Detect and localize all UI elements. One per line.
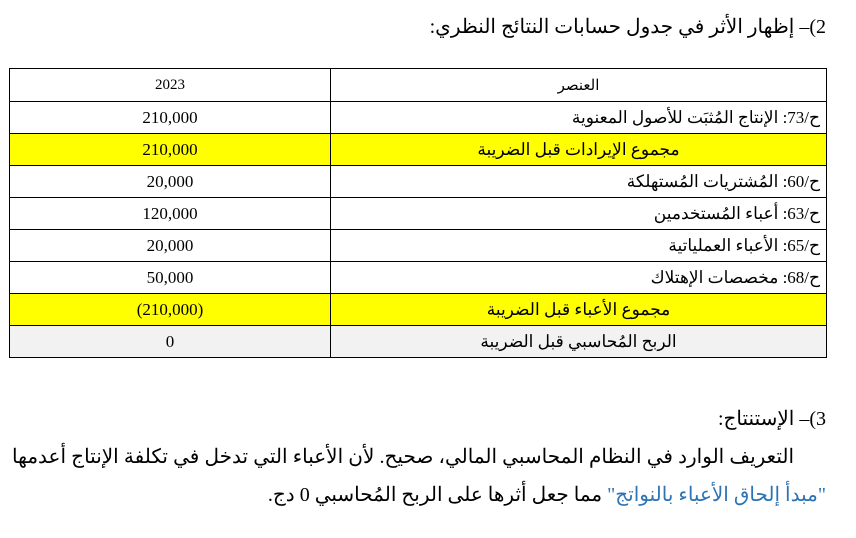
- table-row: [10, 198, 827, 230]
- table-row-accounting-profit: [10, 326, 827, 358]
- table-row: [10, 102, 827, 134]
- row-value: (210,000): [10, 294, 331, 326]
- row-value: 20,000: [10, 166, 331, 198]
- row-element: الربح المُحاسبي قبل الضريبة: [331, 326, 827, 358]
- conclusion-text-after: مما جعل أثرها على الربح المُحاسبي 0 دج.: [267, 484, 608, 506]
- table-row-total-revenue: [10, 134, 827, 166]
- row-value: 210,000: [10, 134, 331, 166]
- table-header-row: [10, 69, 827, 102]
- header-element: العنصر: [331, 69, 827, 102]
- row-element: مجموع الأعباء قبل الضريبة: [331, 294, 827, 326]
- row-element: ح/68: مخصصات الإهتلاك: [331, 262, 827, 294]
- row-element: ح/65: الأعباء العملياتية: [331, 230, 827, 262]
- row-value: 210,000: [10, 102, 331, 134]
- row-value: 0: [10, 326, 331, 358]
- row-element: ح/73: الإنتاج المُثبَت للأصول المعنوية: [331, 102, 827, 134]
- row-value: 20,000: [10, 230, 331, 262]
- principle-quote: "مبدأ إلحاق الأعباء بالنواتج": [607, 484, 826, 506]
- table-row-total-charges: [10, 294, 827, 326]
- conclusion-paragraph: [12, 438, 826, 514]
- row-value: 120,000: [10, 198, 331, 230]
- row-value: 50,000: [10, 262, 331, 294]
- row-element: ح/63: أعباء المُستخدمين: [331, 198, 827, 230]
- table-row: [10, 230, 827, 262]
- header-year: 2023: [10, 69, 331, 102]
- section-3-heading: 3)– الإستنتاج:: [717, 408, 826, 430]
- table-row: [10, 262, 827, 294]
- conclusion-text-before: التعريف الوارد في النظام المحاسبي المالي، صحيح. لأن الأعباء التي تدخل في تكلفة الإنتاج أعدمها: [12, 446, 794, 468]
- row-element: ح/60: المُشتريات المُستهلكة: [331, 166, 827, 198]
- section-2-heading: 2)– إظهار الأثر في جدول حسابات النتائج النظري:: [429, 16, 826, 38]
- table-row: [10, 166, 827, 198]
- row-element: مجموع الإيرادات قبل الضريبة: [331, 134, 827, 166]
- results-table: [9, 68, 827, 358]
